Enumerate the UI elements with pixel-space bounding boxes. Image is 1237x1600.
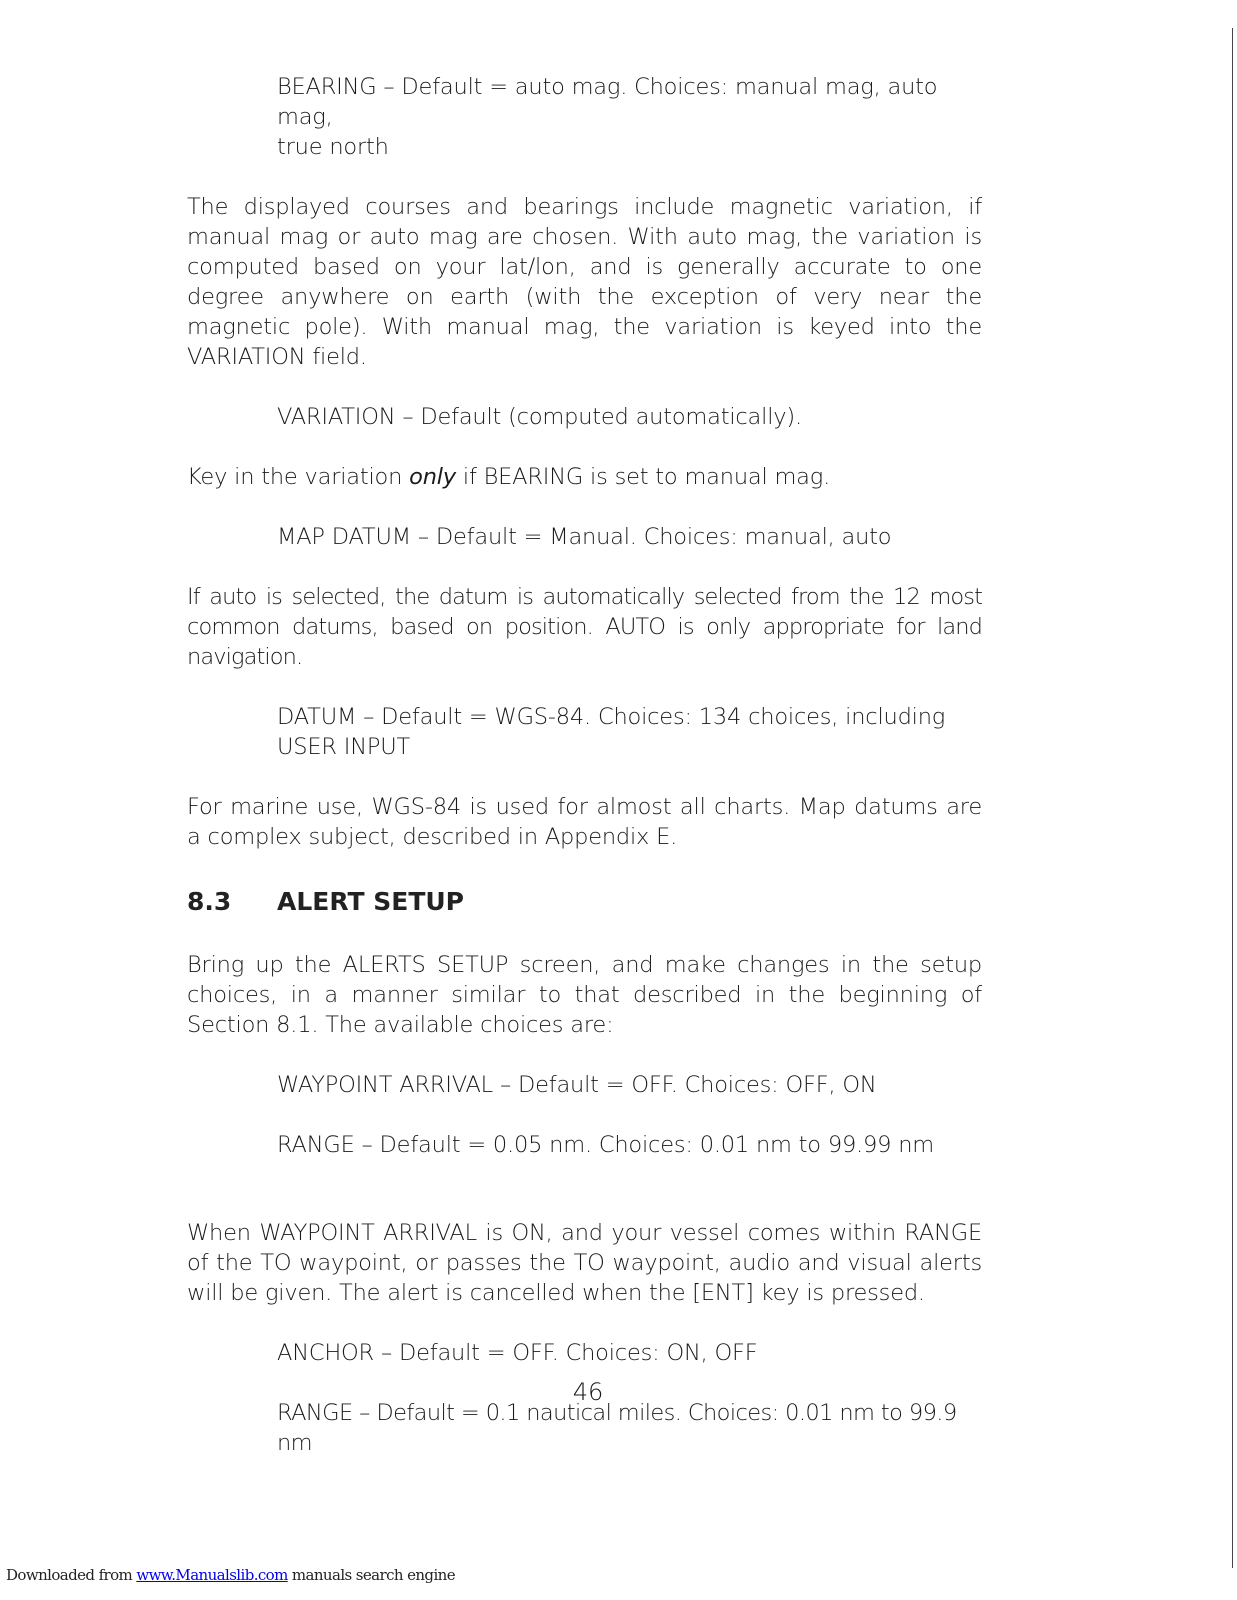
paragraph-key-variation xyxy=(187,462,982,492)
key-variation-text-a: Key in the variation xyxy=(187,464,410,490)
key-variation-emphasis: only xyxy=(409,464,456,490)
page-number: 46 xyxy=(572,1378,604,1406)
section-number: 8.3 xyxy=(187,887,232,916)
waypoint-arrival-setting: WAYPOINT ARRIVAL – Default = OFF. Choices: OFF, ON xyxy=(277,1072,877,1098)
paragraph-marine-use: For marine use, WGS-84 is used for almost all charts. Map datums are a complex subject, described in Appendix E. xyxy=(187,794,982,850)
paragraph-mag-variation: The displayed courses and bearings include magnetic variation, if manual mag or auto mag are chosen. With auto mag, the variation is computed based on your lat/lon, and is generally accurate to one degree anywhere on earth (with the exception of very near the magnetic pole). With manual mag, the variation is keyed into the VARIATION field. xyxy=(187,194,982,370)
document-body xyxy=(187,72,982,1458)
bearing-setting-line-cont: true north xyxy=(277,134,389,160)
footer-prefix: Downloaded from xyxy=(6,1566,137,1584)
paragraph-alerts-intro: Bring up the ALERTS SETUP screen, and make changes in the setup choices, in a manner similar to that described in the beginning of Section 8.1. The available choices are: xyxy=(187,952,982,1038)
section-heading xyxy=(187,886,982,918)
page-edge-rule xyxy=(1232,28,1233,1568)
datum-setting-line-cont: USER INPUT xyxy=(277,734,411,760)
section-title: ALERT SETUP xyxy=(277,887,464,916)
manualslib-link[interactable]: www.Manualslib.com xyxy=(136,1566,288,1584)
datum-setting-line: DATUM – Default = WGS-84. Choices: 134 choices, including xyxy=(277,704,946,730)
range-setting-waypoint: RANGE – Default = 0.05 nm. Choices: 0.01 nm to 99.99 nm xyxy=(277,1132,934,1158)
bearing-setting-line: BEARING – Default = auto mag. Choices: manual mag, auto mag, xyxy=(277,74,938,130)
footer-suffix: manuals search engine xyxy=(287,1566,455,1584)
range-setting-anchor: RANGE – Default = 0.1 nautical miles. Choices: 0.01 nm to 99.9 nm xyxy=(277,1400,957,1456)
paragraph-auto-datum: If auto is selected, the datum is automatically selected from the 12 most common datums, based on position. AUTO is only appropriate for land navigation. xyxy=(187,584,982,670)
map-datum-setting: MAP DATUM – Default = Manual. Choices: manual, auto xyxy=(277,524,892,550)
anchor-setting: ANCHOR – Default = OFF. Choices: ON, OFF xyxy=(277,1340,758,1366)
paragraph-waypoint-alert: When WAYPOINT ARRIVAL is ON, and your vessel comes within RANGE of the TO waypoint, or passes the TO waypoint, audio and visual alerts will be given. The alert is cancelled when the [ENT] key is pressed. xyxy=(187,1220,982,1306)
variation-setting: VARIATION – Default (computed automatically). xyxy=(277,404,802,430)
download-footer xyxy=(6,1566,455,1584)
key-variation-text-b: if BEARING is set to manual mag. xyxy=(455,464,831,490)
